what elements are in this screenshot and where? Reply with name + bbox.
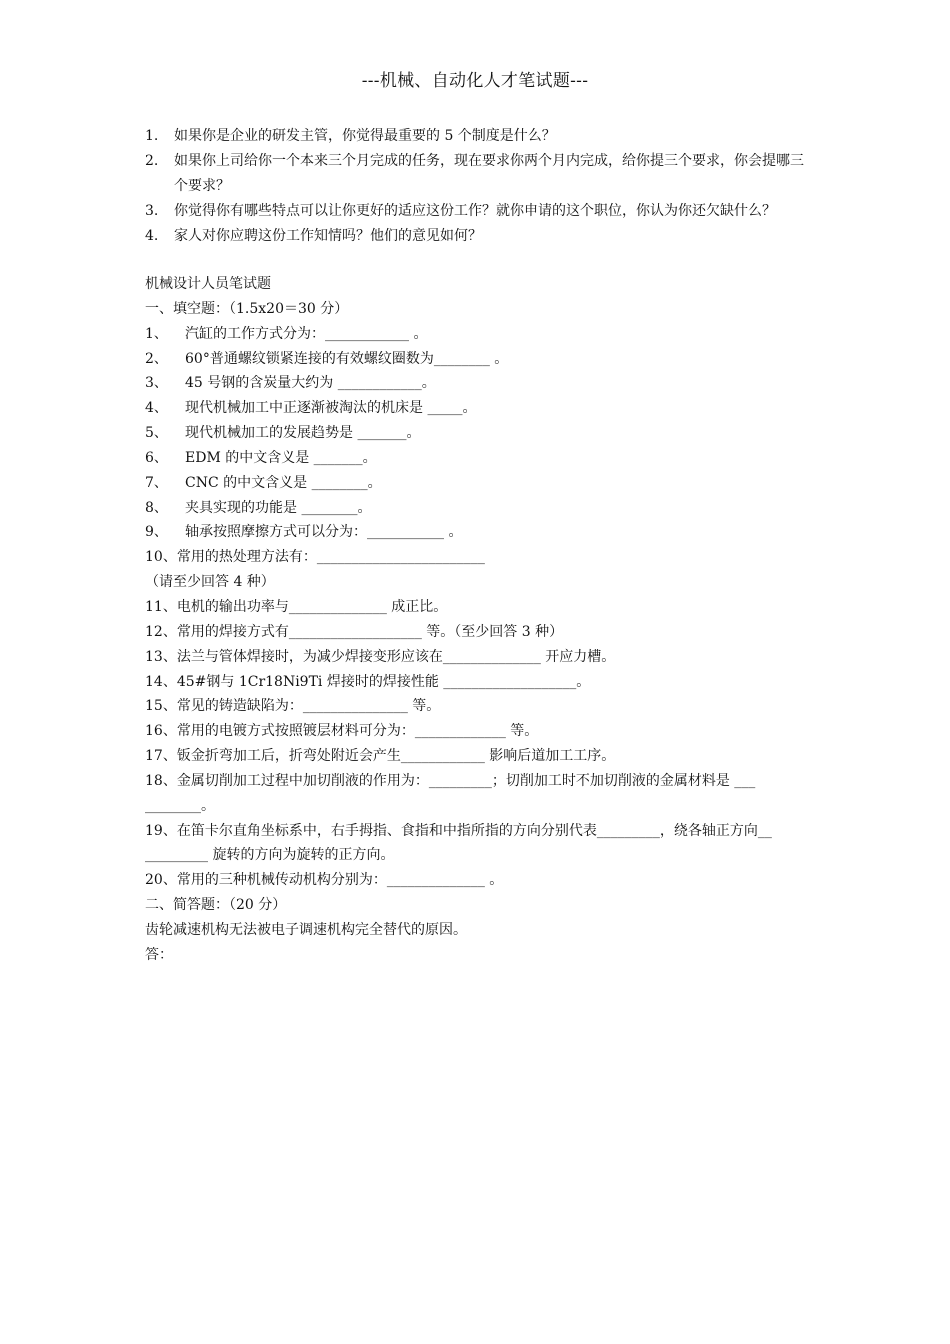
item-number: 1、 (145, 325, 168, 342)
item-number: 12、 (145, 623, 177, 640)
item-text: CNC 的中文含义是 ________。 (185, 474, 382, 491)
item-number: 4、 (145, 400, 168, 417)
item-number: 3、 (145, 375, 168, 392)
fill-item (145, 744, 810, 769)
item-number: 2. (145, 153, 159, 169)
item-text: 家人对你应聘这份工作知情吗？他们的意见如何？ (174, 228, 482, 244)
fill-item (145, 819, 810, 869)
fill-item (145, 322, 810, 347)
list-item (145, 149, 810, 199)
item-text: 钣金折弯加工后，折弯处附近会产生____________ 影响后道加工工序。 (176, 748, 616, 765)
item-text: 如果你是企业的研发主管，你觉得最重要的 5 个制度是什么？ (174, 128, 556, 144)
item-number: 11、 (145, 598, 177, 615)
item-text: 电机的输出功率与______________ 成正比。 (176, 598, 448, 615)
fill-item (145, 446, 810, 471)
item-text: 常用的热处理方法有：________________________ (176, 549, 485, 566)
item-number: 7、 (145, 474, 168, 491)
section-title: 机械设计人员笔试题 (145, 276, 271, 292)
list-item (145, 199, 810, 224)
item-number: 3. (145, 203, 159, 219)
part1-heading: 一、填空题：（1.5x20＝30 分） (145, 300, 349, 317)
item-text: 现代机械加工中正逐渐被淘汰的机床是 _____。 (185, 400, 477, 417)
item-number: 4. (145, 228, 159, 244)
list-item (145, 124, 810, 149)
fill-item (145, 371, 810, 396)
item-number: 6、 (145, 449, 168, 466)
fill-item (145, 421, 810, 446)
item-number: 20、 (145, 872, 177, 889)
fill-item (145, 645, 810, 670)
fill-item (145, 595, 810, 620)
item-number: 2、 (145, 350, 168, 367)
item-text: 常用的电镀方式按照镀层材料可分为：_____________ 等。 (176, 723, 539, 740)
part2-heading: 二、简答题：（20 分） (145, 897, 287, 914)
item-text: 夹具实现的功能是 ________。 (185, 499, 372, 516)
item-text: 汽缸的工作方式分为：____________ 。 (185, 325, 428, 342)
item-text: 在笛卡尔直角坐标系中，右手拇指、食指和中指所指的方向分别代表_________，绕各轴正方向__ _________ 旋转的方向为旋转的正方向。 (145, 822, 772, 864)
fill-item (145, 694, 810, 719)
fill-item (145, 471, 810, 496)
fill-item (145, 769, 810, 819)
item-text: 常用的三种机械传动机构分别为：______________ 。 (176, 872, 504, 889)
item-number: 19、 (145, 822, 177, 839)
item-text: 现代机械加工的发展趋势是 _______。 (185, 425, 421, 442)
item-text: 如果你上司给你一个本来三个月完成的任务，现在要求你两个月内完成，给你提三个要求，你会提哪三个要求？ (174, 153, 804, 194)
fill-item-note (145, 570, 810, 595)
item-number: 14、 (145, 673, 177, 690)
item-text: （请至少回答 4 种） (145, 574, 275, 591)
item-text: 45#钢与 1Cr18Ni9Ti 焊接时的焊接性能 ___________________。 (176, 673, 591, 690)
item-number: 10、 (145, 549, 177, 566)
fill-item (145, 545, 810, 570)
fill-item (145, 719, 810, 744)
item-text: 45 号钢的含炭量大约为 ____________。 (185, 375, 436, 392)
item-text: 你觉得你有哪些特点可以让你更好的适应这份工作？就你申请的这个职位，你认为你还欠缺什么？ (174, 203, 776, 219)
item-text: 金属切削加工过程中加切削液的作用为：_________；切削加工时不加切削液的金属材料是 ___ ________。 (145, 772, 756, 814)
item-number: 5、 (145, 425, 168, 442)
item-text: EDM 的中文含义是 _______。 (185, 449, 377, 466)
fill-item (145, 496, 810, 521)
fill-item (145, 520, 810, 545)
intro-question-list (145, 124, 810, 249)
item-number: 1. (145, 128, 159, 144)
item-text: 常用的焊接方式有___________________ 等。（至少回答 3 种） (176, 623, 564, 640)
fill-item (145, 347, 810, 372)
item-number: 15、 (145, 698, 177, 715)
item-text: 常见的铸造缺陷为：_______________ 等。 (176, 698, 441, 715)
item-number: 18、 (145, 772, 177, 789)
item-number: 13、 (145, 648, 177, 665)
answer-label: 答： (145, 946, 173, 963)
item-text: 法兰与管体焊接时，为减少焊接变形应该在______________ 开应力槽。 (176, 648, 616, 665)
exam-body (145, 272, 810, 968)
item-number: 17、 (145, 748, 177, 765)
fill-item (145, 670, 810, 695)
item-text: 轴承按照摩擦方式可以分为：___________ 。 (185, 524, 463, 541)
page-title: ---机械、自动化人才笔试题--- (361, 71, 589, 91)
part2-question: 齿轮减速机构无法被电子调速机构完全替代的原因。 (145, 921, 467, 938)
fill-item (145, 620, 810, 645)
item-number: 8、 (145, 499, 168, 516)
item-number: 9、 (145, 524, 168, 541)
fill-item (145, 396, 810, 421)
item-text: 60°普通螺纹锁紧连接的有效螺纹圈数为________ 。 (185, 350, 509, 367)
fill-item (145, 868, 810, 893)
list-item (145, 224, 810, 249)
item-number: 16、 (145, 723, 177, 740)
